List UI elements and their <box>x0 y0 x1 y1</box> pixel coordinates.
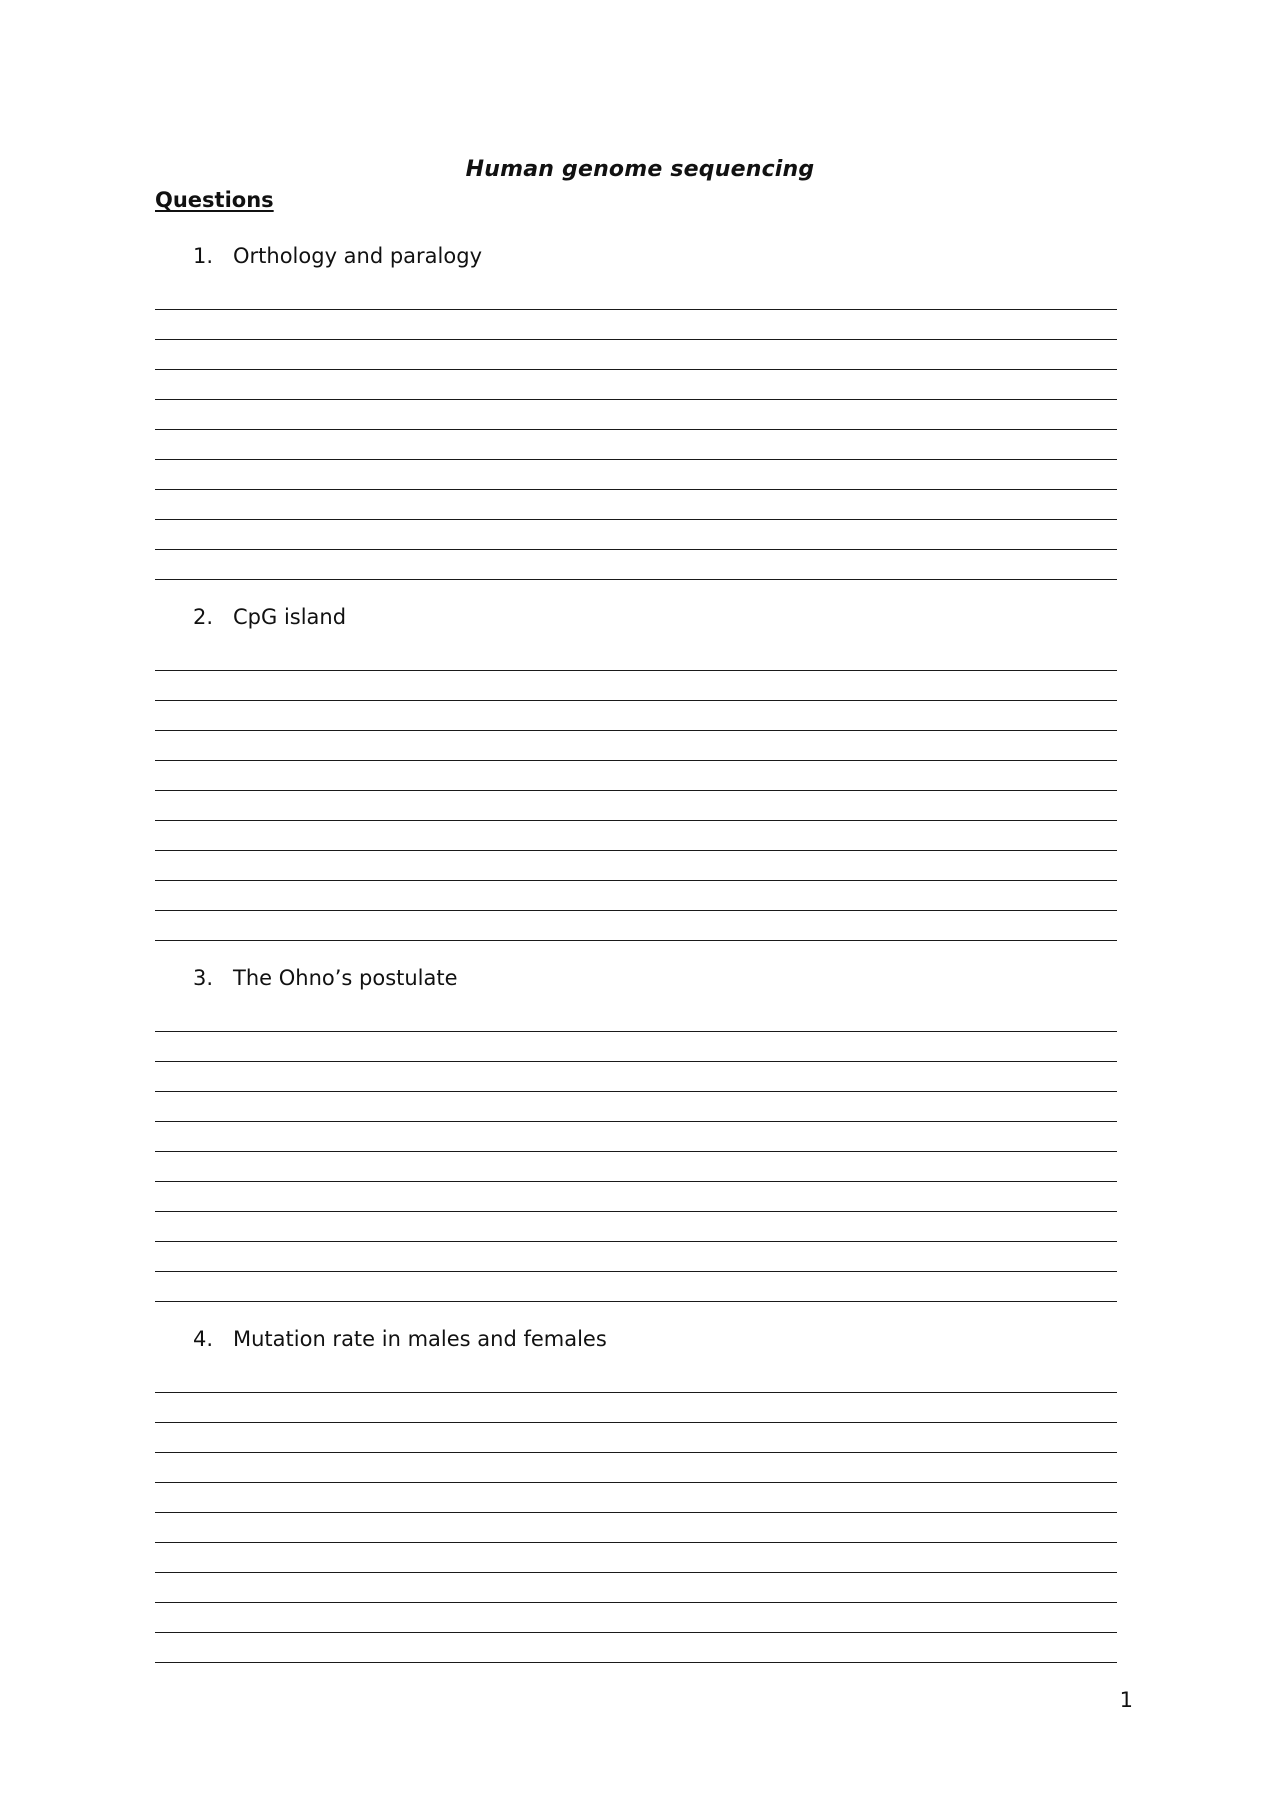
question-block <box>155 244 1117 580</box>
question-number: 1. <box>193 244 214 268</box>
answer-line <box>155 1032 1117 1062</box>
answer-line <box>155 821 1117 851</box>
answer-line <box>155 791 1117 821</box>
answer-lines <box>155 1002 1117 1302</box>
question-label <box>155 244 1117 274</box>
answer-line <box>155 280 1117 310</box>
question-text: Orthology and paralogy <box>233 244 482 268</box>
answer-line <box>155 671 1117 701</box>
page-number: 1 <box>1119 1688 1133 1712</box>
question-text: The Ohno’s postulate <box>233 966 458 990</box>
answer-line <box>155 1393 1117 1423</box>
answer-line <box>155 1603 1117 1633</box>
answer-line <box>155 1152 1117 1182</box>
answer-lines <box>155 1363 1117 1663</box>
answer-line <box>155 1092 1117 1122</box>
answer-line <box>155 520 1117 550</box>
answer-line <box>155 911 1117 941</box>
answer-line <box>155 1363 1117 1393</box>
answer-line <box>155 1122 1117 1152</box>
answer-line <box>155 430 1117 460</box>
answer-line <box>155 1182 1117 1212</box>
answer-line <box>155 731 1117 761</box>
answer-line <box>155 310 1117 340</box>
answer-line <box>155 881 1117 911</box>
question-number: 4. <box>193 1327 214 1351</box>
answer-line <box>155 641 1117 671</box>
document-title: Human genome sequencing <box>465 157 815 182</box>
answer-line <box>155 1453 1117 1483</box>
answer-line <box>155 1633 1117 1663</box>
answer-line <box>155 490 1117 520</box>
question-text: CpG island <box>233 605 347 629</box>
question-text: Mutation rate in males and females <box>233 1327 607 1351</box>
question-label <box>155 1327 1117 1357</box>
answer-line <box>155 1242 1117 1272</box>
answer-line <box>155 1573 1117 1603</box>
answer-line <box>155 761 1117 791</box>
question-block <box>155 1327 1117 1663</box>
question-block <box>155 966 1117 1302</box>
answer-line <box>155 1002 1117 1032</box>
answer-lines <box>155 641 1117 941</box>
answer-line <box>155 460 1117 490</box>
answer-line <box>155 1272 1117 1302</box>
question-label <box>155 605 1117 635</box>
answer-line <box>155 1543 1117 1573</box>
answer-line <box>155 1212 1117 1242</box>
question-number: 3. <box>193 966 214 990</box>
answer-line <box>155 340 1117 370</box>
answer-line <box>155 1513 1117 1543</box>
answer-line <box>155 1062 1117 1092</box>
section-heading: Questions <box>155 188 274 212</box>
answer-line <box>155 701 1117 731</box>
answer-line <box>155 851 1117 881</box>
answer-line <box>155 370 1117 400</box>
answer-line <box>155 550 1117 580</box>
answer-line <box>155 400 1117 430</box>
answer-lines <box>155 280 1117 580</box>
question-number: 2. <box>193 605 214 629</box>
answer-line <box>155 1423 1117 1453</box>
question-block <box>155 605 1117 941</box>
question-label <box>155 966 1117 996</box>
answer-line <box>155 1483 1117 1513</box>
